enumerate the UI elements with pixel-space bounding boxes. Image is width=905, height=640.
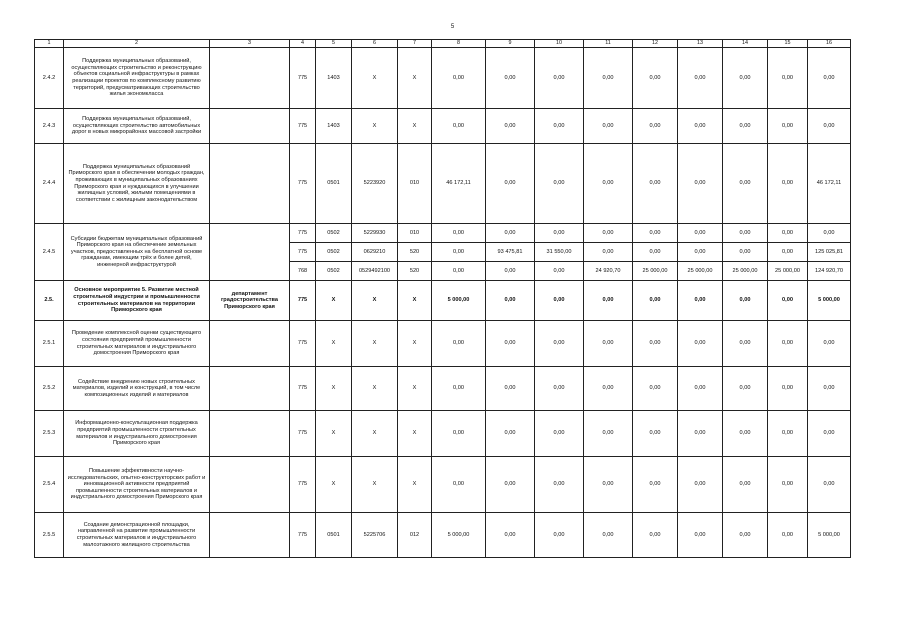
row-number: 2.5.3 bbox=[35, 411, 64, 457]
value-cell: 0,00 bbox=[432, 367, 486, 411]
value-cell: 775 bbox=[290, 513, 316, 558]
value-cell: 0,00 bbox=[808, 411, 851, 457]
column-number: 9 bbox=[486, 40, 535, 48]
value-cell: 520 bbox=[398, 243, 432, 262]
value-cell: 0,00 bbox=[432, 321, 486, 367]
value-cell: 0,00 bbox=[768, 367, 808, 411]
row-number: 2.4.4 bbox=[35, 144, 64, 224]
value-cell: 0,00 bbox=[486, 457, 535, 513]
value-cell: X bbox=[352, 367, 398, 411]
value-cell: 0,00 bbox=[678, 144, 723, 224]
value-cell: 0,00 bbox=[678, 224, 723, 243]
value-cell: 0,00 bbox=[486, 144, 535, 224]
value-cell: 0,00 bbox=[584, 144, 633, 224]
column-number: 14 bbox=[723, 40, 768, 48]
measure-name: Повышение эффективности научно-исследовательских, опытно-конструкторских работ и инновационной активности предприятий промышленности строительных материалов и индустриального домостроения Приморского края bbox=[64, 457, 210, 513]
value-cell: 0,00 bbox=[584, 513, 633, 558]
measure-name: Поддержка муниципальных образований, осуществляющих строительство и реконструкцию объектов социальной инфраструктуры в рамках реализации проектов по комплексному развитию территорий, предусматривающих строительство жилья экономкласса bbox=[64, 48, 210, 109]
value-cell: 775 bbox=[290, 411, 316, 457]
value-cell: 0529492100 bbox=[352, 262, 398, 281]
responsible-executor: департамент градостроительства Приморского края bbox=[210, 281, 290, 321]
value-cell: 0,00 bbox=[486, 281, 535, 321]
value-cell: 25 000,00 bbox=[633, 262, 678, 281]
measure-name: Основное мероприятие 5. Развитие местной строительной индустрии и промышленности строительных материалов на территории Приморского края bbox=[64, 281, 210, 321]
value-cell: 0,00 bbox=[633, 243, 678, 262]
value-cell: 24 920,70 bbox=[584, 262, 633, 281]
value-cell: 1403 bbox=[316, 48, 352, 109]
value-cell: 0,00 bbox=[584, 243, 633, 262]
table-row bbox=[35, 411, 851, 457]
responsible-executor bbox=[210, 224, 290, 281]
value-cell: X bbox=[352, 321, 398, 367]
column-number: 13 bbox=[678, 40, 723, 48]
table-row bbox=[35, 513, 851, 558]
value-cell: 0,00 bbox=[633, 321, 678, 367]
column-number: 6 bbox=[352, 40, 398, 48]
value-cell: 0502 bbox=[316, 243, 352, 262]
value-cell: X bbox=[352, 109, 398, 144]
value-cell: 0,00 bbox=[808, 367, 851, 411]
value-cell: 010 bbox=[398, 144, 432, 224]
responsible-executor bbox=[210, 513, 290, 558]
responsible-executor bbox=[210, 457, 290, 513]
value-cell: X bbox=[398, 367, 432, 411]
value-cell: 775 bbox=[290, 224, 316, 243]
value-cell: 0,00 bbox=[584, 367, 633, 411]
value-cell: 0,00 bbox=[633, 457, 678, 513]
column-number: 11 bbox=[584, 40, 633, 48]
column-number: 10 bbox=[535, 40, 584, 48]
value-cell: 0,00 bbox=[633, 48, 678, 109]
value-cell: 0502 bbox=[316, 224, 352, 243]
value-cell: 0,00 bbox=[432, 109, 486, 144]
value-cell: 0,00 bbox=[432, 457, 486, 513]
value-cell: 0,00 bbox=[633, 109, 678, 144]
value-cell: 0,00 bbox=[584, 224, 633, 243]
value-cell: X bbox=[398, 109, 432, 144]
value-cell: 0,00 bbox=[584, 321, 633, 367]
value-cell: 0,00 bbox=[432, 243, 486, 262]
value-cell: 0,00 bbox=[432, 224, 486, 243]
value-cell: 775 bbox=[290, 457, 316, 513]
table-row bbox=[35, 48, 851, 109]
measure-name: Создание демонстрационной площадки, направленной на развитие промышленности строительных материалов и индустриального малоэтажного жилищного строительства bbox=[64, 513, 210, 558]
row-number: 2.4.2 bbox=[35, 48, 64, 109]
column-number: 12 bbox=[633, 40, 678, 48]
value-cell: 0,00 bbox=[535, 513, 584, 558]
value-cell: X bbox=[398, 48, 432, 109]
value-cell: 0,00 bbox=[768, 411, 808, 457]
value-cell: X bbox=[316, 457, 352, 513]
value-cell: 5 000,00 bbox=[808, 513, 851, 558]
value-cell: 5 000,00 bbox=[808, 281, 851, 321]
measure-name: Проведение комплексной оценки существующего состояния предприятий промышленности строительных материалов и индустриального домостроения Приморского края bbox=[64, 321, 210, 367]
value-cell: 0,00 bbox=[486, 513, 535, 558]
value-cell: 0501 bbox=[316, 144, 352, 224]
value-cell: 0,00 bbox=[535, 144, 584, 224]
value-cell: 0,00 bbox=[723, 48, 768, 109]
value-cell: 0,00 bbox=[535, 48, 584, 109]
value-cell: 46 172,11 bbox=[808, 144, 851, 224]
value-cell: 0629210 bbox=[352, 243, 398, 262]
value-cell: 0,00 bbox=[768, 281, 808, 321]
value-cell: 0,00 bbox=[723, 144, 768, 224]
row-number: 2.4.3 bbox=[35, 109, 64, 144]
value-cell: 5223920 bbox=[352, 144, 398, 224]
value-cell: 0,00 bbox=[678, 321, 723, 367]
value-cell: 775 bbox=[290, 367, 316, 411]
value-cell: 0,00 bbox=[633, 513, 678, 558]
value-cell: 0,00 bbox=[808, 109, 851, 144]
value-cell: 775 bbox=[290, 321, 316, 367]
value-cell: 0,00 bbox=[723, 109, 768, 144]
row-number: 2.4.5 bbox=[35, 224, 64, 281]
value-cell: 0,00 bbox=[535, 109, 584, 144]
value-cell: 0,00 bbox=[486, 224, 535, 243]
value-cell: X bbox=[352, 48, 398, 109]
value-cell: 124 920,70 bbox=[808, 262, 851, 281]
value-cell: X bbox=[398, 281, 432, 321]
value-cell: 0,00 bbox=[808, 321, 851, 367]
value-cell: 0,00 bbox=[432, 262, 486, 281]
responsible-executor bbox=[210, 321, 290, 367]
value-cell: X bbox=[352, 411, 398, 457]
value-cell: 0,00 bbox=[678, 457, 723, 513]
value-cell: 93 475,81 bbox=[486, 243, 535, 262]
value-cell: 0,00 bbox=[768, 109, 808, 144]
value-cell: X bbox=[352, 457, 398, 513]
column-number: 1 bbox=[35, 40, 64, 48]
column-number: 2 bbox=[64, 40, 210, 48]
column-number: 4 bbox=[290, 40, 316, 48]
value-cell: 0,00 bbox=[678, 411, 723, 457]
value-cell: X bbox=[316, 281, 352, 321]
value-cell: 0,00 bbox=[768, 513, 808, 558]
responsible-executor bbox=[210, 109, 290, 144]
value-cell: 25 000,00 bbox=[768, 262, 808, 281]
value-cell: 010 bbox=[398, 224, 432, 243]
row-number: 2.5.2 bbox=[35, 367, 64, 411]
value-cell: 0,00 bbox=[584, 48, 633, 109]
value-cell: 0,00 bbox=[486, 411, 535, 457]
value-cell: 0,00 bbox=[432, 411, 486, 457]
value-cell: 0,00 bbox=[808, 48, 851, 109]
value-cell: 5 000,00 bbox=[432, 513, 486, 558]
value-cell: 5225706 bbox=[352, 513, 398, 558]
value-cell: 0,00 bbox=[535, 262, 584, 281]
value-cell: X bbox=[398, 411, 432, 457]
value-cell: 0,00 bbox=[535, 457, 584, 513]
value-cell: 0,00 bbox=[678, 513, 723, 558]
table-row bbox=[35, 224, 851, 243]
value-cell: 0,00 bbox=[678, 243, 723, 262]
value-cell: 0,00 bbox=[584, 457, 633, 513]
value-cell: 0,00 bbox=[768, 321, 808, 367]
responsible-executor bbox=[210, 144, 290, 224]
table-row bbox=[35, 281, 851, 321]
value-cell: 46 172,11 bbox=[432, 144, 486, 224]
measure-name: Содействие внедрению новых строительных материалов, изделий и конструкций, в том числе композиционных изделий и материалов bbox=[64, 367, 210, 411]
value-cell: X bbox=[352, 281, 398, 321]
value-cell: 0,00 bbox=[808, 457, 851, 513]
value-cell: X bbox=[316, 321, 352, 367]
column-number-row bbox=[35, 40, 851, 48]
value-cell: 1403 bbox=[316, 109, 352, 144]
responsible-executor bbox=[210, 411, 290, 457]
value-cell: 0,00 bbox=[633, 367, 678, 411]
value-cell: X bbox=[316, 411, 352, 457]
value-cell: 31 550,00 bbox=[535, 243, 584, 262]
value-cell: 0,00 bbox=[768, 243, 808, 262]
row-number: 2.5.4 bbox=[35, 457, 64, 513]
value-cell: 775 bbox=[290, 281, 316, 321]
column-number: 7 bbox=[398, 40, 432, 48]
value-cell: 0,00 bbox=[535, 281, 584, 321]
measure-name: Информационно-консультационная поддержка предприятий промышленности строительных материалов и индустриального домостроения Приморского края bbox=[64, 411, 210, 457]
value-cell: 5229930 bbox=[352, 224, 398, 243]
value-cell: 0,00 bbox=[678, 109, 723, 144]
table-row bbox=[35, 367, 851, 411]
column-number: 16 bbox=[808, 40, 851, 48]
value-cell: 0,00 bbox=[486, 321, 535, 367]
value-cell: 0,00 bbox=[633, 224, 678, 243]
responsible-executor bbox=[210, 367, 290, 411]
column-number: 8 bbox=[432, 40, 486, 48]
value-cell: 0,00 bbox=[486, 48, 535, 109]
value-cell: 0,00 bbox=[768, 48, 808, 109]
measure-name: Поддержка муниципальных образований Приморского края в обеспечении молодых граждан, проживающих в муниципальных образованиях Приморского края и нуждающихся в улучшении жилищных условий, жилыми помещениями в соответствии с жилищным законодательством bbox=[64, 144, 210, 224]
measure-name: Субсидии бюджетам муниципальных образований Приморского края на обеспечение земельных участков, предоставленных на бесплатной основе гражданам, имеющим трёх и более детей, инженерной инфраструктурой bbox=[64, 224, 210, 281]
value-cell: 775 bbox=[290, 243, 316, 262]
value-cell: 125 025,81 bbox=[808, 243, 851, 262]
value-cell: 0,00 bbox=[678, 281, 723, 321]
row-number: 2.5. bbox=[35, 281, 64, 321]
value-cell: 0,00 bbox=[584, 281, 633, 321]
value-cell: 775 bbox=[290, 48, 316, 109]
value-cell: 0501 bbox=[316, 513, 352, 558]
value-cell: 0,00 bbox=[486, 367, 535, 411]
row-number: 2.5.1 bbox=[35, 321, 64, 367]
value-cell: 0,00 bbox=[486, 262, 535, 281]
column-number: 15 bbox=[768, 40, 808, 48]
value-cell: 0,00 bbox=[723, 457, 768, 513]
value-cell: 0,00 bbox=[723, 367, 768, 411]
value-cell: 0,00 bbox=[723, 224, 768, 243]
value-cell: 0,00 bbox=[768, 457, 808, 513]
value-cell: 0502 bbox=[316, 262, 352, 281]
value-cell: X bbox=[398, 321, 432, 367]
page-number: 5 bbox=[450, 24, 455, 30]
value-cell: 0,00 bbox=[535, 411, 584, 457]
value-cell: 5 000,00 bbox=[432, 281, 486, 321]
value-cell: 0,00 bbox=[723, 411, 768, 457]
value-cell: 0,00 bbox=[723, 513, 768, 558]
table-row bbox=[35, 457, 851, 513]
value-cell: 0,00 bbox=[535, 321, 584, 367]
value-cell: 775 bbox=[290, 109, 316, 144]
value-cell: 25 000,00 bbox=[723, 262, 768, 281]
value-cell: 0,00 bbox=[584, 109, 633, 144]
column-number: 5 bbox=[316, 40, 352, 48]
value-cell: 0,00 bbox=[633, 281, 678, 321]
value-cell: 0,00 bbox=[678, 367, 723, 411]
value-cell: 0,00 bbox=[768, 144, 808, 224]
value-cell: 0,00 bbox=[633, 144, 678, 224]
value-cell: 768 bbox=[290, 262, 316, 281]
value-cell: 0,00 bbox=[768, 224, 808, 243]
value-cell: 520 bbox=[398, 262, 432, 281]
value-cell: 0,00 bbox=[432, 48, 486, 109]
measure-name: Поддержка муниципальных образований, осуществляющих строительство автомобильных дорог в новых микрорайонах массовой застройки bbox=[64, 109, 210, 144]
value-cell: 0,00 bbox=[535, 224, 584, 243]
value-cell: 0,00 bbox=[723, 281, 768, 321]
responsible-executor bbox=[210, 48, 290, 109]
value-cell: 0,00 bbox=[723, 321, 768, 367]
value-cell: 0,00 bbox=[723, 243, 768, 262]
budget-table bbox=[34, 39, 851, 558]
value-cell: 0,00 bbox=[584, 411, 633, 457]
value-cell: 25 000,00 bbox=[678, 262, 723, 281]
value-cell: 012 bbox=[398, 513, 432, 558]
value-cell: 0,00 bbox=[678, 48, 723, 109]
table-row bbox=[35, 144, 851, 224]
value-cell: 0,00 bbox=[535, 367, 584, 411]
column-number: 3 bbox=[210, 40, 290, 48]
row-number: 2.5.5 bbox=[35, 513, 64, 558]
table-row bbox=[35, 109, 851, 144]
value-cell: X bbox=[398, 457, 432, 513]
table-row bbox=[35, 321, 851, 367]
value-cell: 775 bbox=[290, 144, 316, 224]
value-cell: 0,00 bbox=[808, 224, 851, 243]
value-cell: X bbox=[316, 367, 352, 411]
value-cell: 0,00 bbox=[486, 109, 535, 144]
value-cell: 0,00 bbox=[633, 411, 678, 457]
